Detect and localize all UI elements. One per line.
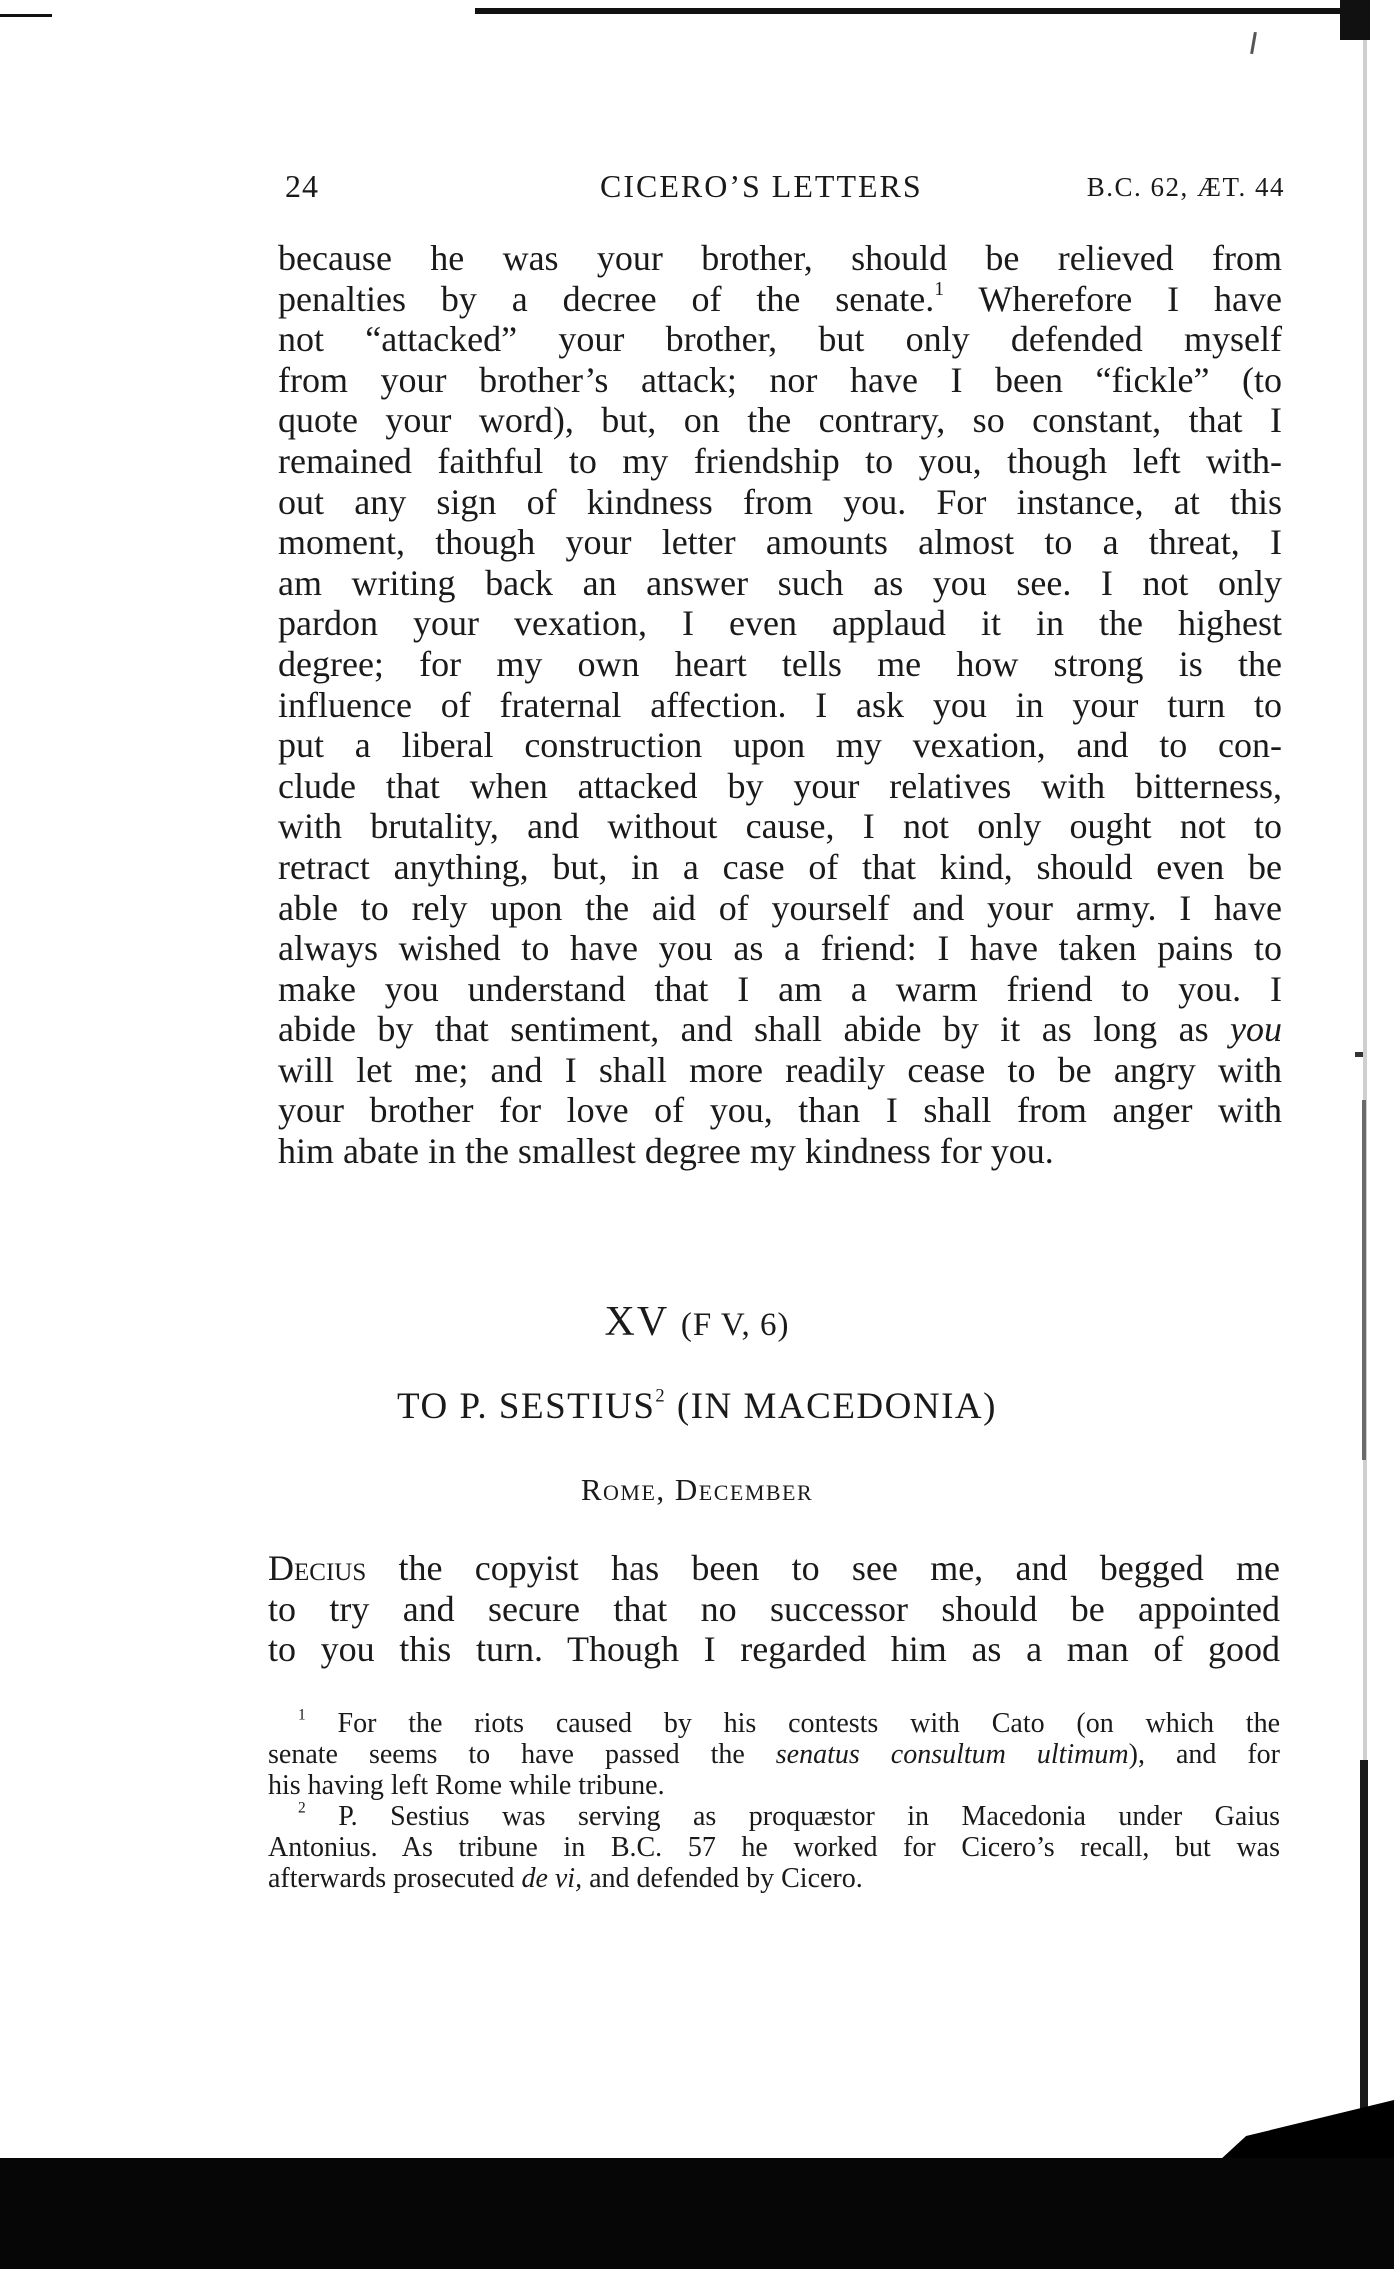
recipient-name: TO P. SESTIUS (397, 1386, 656, 1427)
text-span: ), and for (1128, 1739, 1281, 1770)
text-span: Antonius. As tribune in (268, 1832, 586, 1863)
text-line: will let me; and I shall more readily cease to be angry with (278, 1049, 1282, 1090)
text-line: to try and secure that no successor should be appointed (268, 1588, 1280, 1629)
text-line: always wished to have you as a friend: I have taken pains to (278, 928, 1282, 969)
letter-source: (F V, 6) (680, 1307, 790, 1343)
text-line: am writing back an answer such as you see. I not only (278, 562, 1282, 603)
footnote-line: his having left Rome while tribune. (268, 1770, 665, 1801)
scan-edge-mark (1340, 0, 1370, 40)
text-span: penalties by a decree of the senate. (278, 278, 935, 319)
text-span: For the riots caused by his contests with Cato (on which the (337, 1708, 1280, 1739)
text-line: with brutality, and without cause, I not only ought not to (278, 806, 1282, 847)
text-line: out any sign of kindness from you. For instance, at this (278, 481, 1282, 522)
footnote-line (268, 1801, 1280, 1832)
text-line: make you understand that I am a warm friend to you. I (278, 968, 1282, 1009)
scan-edge-mark (1355, 1052, 1363, 1057)
footnote-marker: 2 (298, 1799, 306, 1817)
footnote-ref: 1 (934, 277, 945, 300)
footnote-line (268, 1708, 1280, 1739)
footnote-marker: 1 (298, 1706, 306, 1724)
letter-number (0, 1298, 1394, 1346)
lead-word: Decius (268, 1548, 367, 1588)
letter-numeral: XV (604, 1299, 669, 1345)
letter-place-date: Rome, December (580, 1472, 814, 1507)
scan-edge-mark (1220, 2100, 1394, 2160)
text-line: put a liberal construction upon my vexation, and to con- (278, 725, 1282, 766)
text-line (278, 1009, 1282, 1050)
text-line: to you this turn. Though I regarded him as a man of good (268, 1629, 1280, 1670)
text-line: moment, though your letter amounts almost to a threat, I (278, 522, 1282, 563)
text-line: because he was your brother, should be relieved from (278, 238, 1282, 278)
text-span: Wherefore I have (978, 278, 1282, 319)
text-span: P. Sestius was serving as proquæstor in Macedonia under Gaius (338, 1801, 1281, 1832)
scan-bottom-band (0, 2158, 1394, 2269)
text-span: the copyist has been to see me, and begged me (398, 1548, 1280, 1588)
text-span: senate seems to have passed the (268, 1739, 745, 1770)
text-line: your brother for love of you, than I shall from anger with (278, 1090, 1282, 1131)
footnotes (268, 1708, 1280, 1894)
body-paragraph (278, 238, 1282, 1172)
italic-phrase: de vi, (521, 1863, 583, 1894)
text-line: remained faithful to my friendship to you, though left with- (278, 440, 1282, 481)
text-line: clude that when attacked by your relatives with bitterness, (278, 765, 1282, 806)
text-line (278, 279, 1282, 320)
text-line: pardon your vexation, I even applaud it in the highest (278, 603, 1282, 644)
text-line: from your brother’s attack; nor have I been “fickle” (to (278, 359, 1282, 400)
footnote (268, 1801, 1280, 1894)
text-line: retract anything, but, in a case of that kind, should even be (278, 846, 1282, 887)
smallcaps-abbrev: B.C. (610, 1832, 663, 1863)
running-head (285, 160, 1285, 210)
footnote (268, 1708, 1280, 1801)
footnote-line (268, 1863, 1280, 1894)
text-line: not “attacked” your brother, but only defended myself (278, 319, 1282, 360)
text-line: influence of fraternal affection. I ask you in your turn to (278, 684, 1282, 725)
page-number: 24 (285, 168, 319, 204)
text-line (268, 1548, 1280, 1589)
italic-word: you (1230, 1009, 1283, 1050)
running-date: B.C. 62, ÆT. 44 (1086, 172, 1285, 202)
letter-recipient (0, 1385, 1394, 1428)
body-paragraph (268, 1548, 1280, 1670)
italic-phrase: senatus consultum ultimum (775, 1739, 1129, 1770)
text-span: 57 he worked for Cicero’s recall, but was (687, 1832, 1281, 1863)
text-line: him abate in the smallest degree my kindness for you. (278, 1131, 1054, 1172)
footnote-line (268, 1739, 1280, 1770)
text-span: afterwards prosecuted (268, 1863, 515, 1894)
text-span: and defended by Cicero. (589, 1863, 863, 1894)
footnote-line (268, 1832, 1280, 1863)
running-title: CICERO’S LETTERS (600, 168, 923, 204)
text-line: degree; for my own heart tells me how strong is the (278, 643, 1282, 684)
scan-edge-mark (0, 14, 52, 17)
scan-edge-mark (475, 8, 1370, 14)
scan-edge-mark (1360, 1760, 1368, 2140)
recipient-location: (IN MACEDONIA) (676, 1386, 997, 1427)
text-span: abide by that sentiment, and shall abide by it as long as (278, 1009, 1209, 1050)
text-line: quote your word), but, on the contrary, so constant, that I (278, 400, 1282, 441)
scan-edge-mark (1250, 32, 1257, 54)
footnote-ref: 2 (655, 1386, 667, 1407)
text-line: able to rely upon the aid of yourself and your army. I have (278, 887, 1282, 928)
